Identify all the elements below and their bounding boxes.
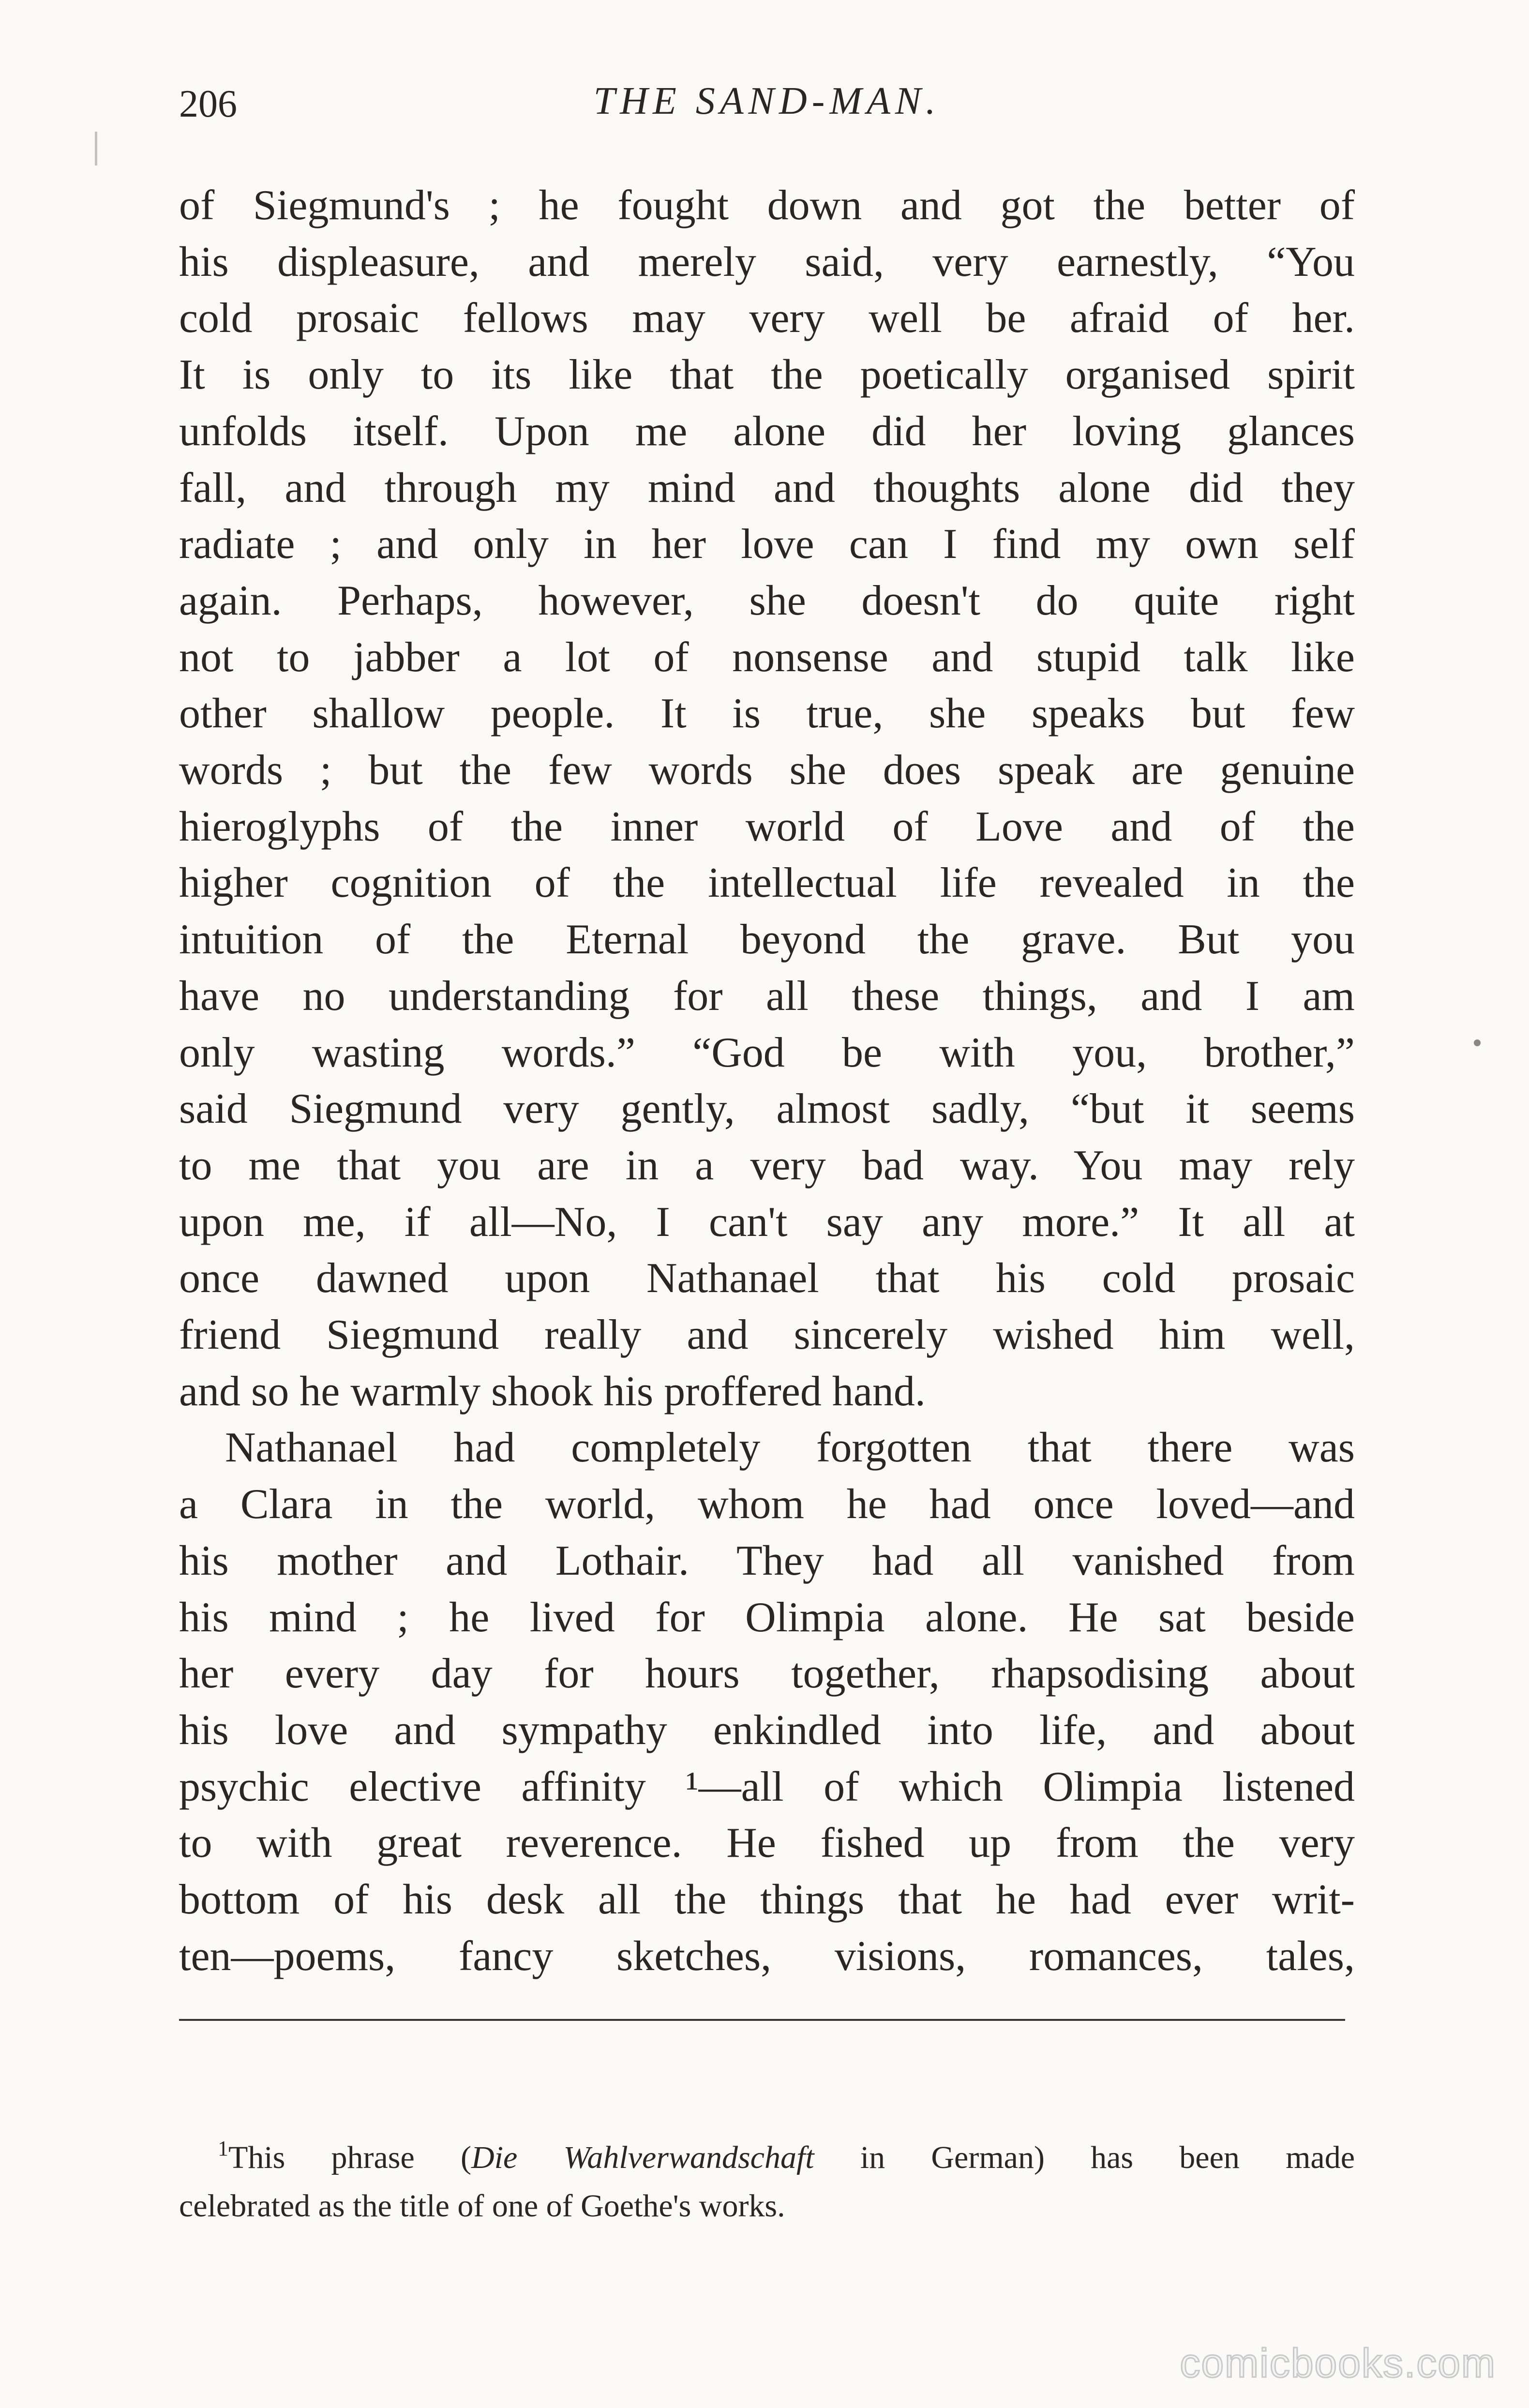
margin-dot bbox=[1474, 1039, 1481, 1046]
text-line: Nathanael had completely forgotten that there was bbox=[225, 1424, 1355, 1472]
footnote-title: Die Wahlverwandschaft bbox=[471, 2140, 814, 2175]
text-line: again. Perhaps, however, she doesn't do quite right bbox=[179, 577, 1355, 624]
text-line: other shallow people. It is true, she speaks but few bbox=[179, 690, 1355, 737]
text-line: It is only to its like that the poetically organised spirit bbox=[179, 351, 1355, 399]
text-line: have no understanding for all these things, and I am bbox=[179, 972, 1355, 1020]
footnote-line-1 bbox=[179, 2124, 1355, 2182]
text-line: not to jabber a lot of nonsense and stupid talk like bbox=[179, 633, 1355, 681]
text-line: once dawned upon Nathanael that his cold prosaic bbox=[179, 1255, 1355, 1302]
text-line: bottom of his desk all the things that he had ever writ- bbox=[179, 1876, 1355, 1924]
paragraph-2 bbox=[179, 1420, 1355, 1985]
footnote-text-after: in German) has been made bbox=[814, 2140, 1355, 2175]
text-line: intuition of the Eternal beyond the grave. But you bbox=[179, 916, 1355, 963]
text-line: higher cognition of the intellectual life revealed in the bbox=[179, 859, 1355, 907]
text-line: to with great reverence. He fished up from the very bbox=[179, 1820, 1355, 1867]
watermark: comicbooks.com bbox=[1180, 2340, 1496, 2386]
margin-mark bbox=[95, 132, 97, 166]
text-line: only wasting words.” “God be with you, brother,” bbox=[179, 1029, 1355, 1076]
text-line: words ; but the few words she does speak are genuine bbox=[179, 747, 1355, 794]
footnote-rule bbox=[179, 2019, 1345, 2021]
text-line: of Siegmund's ; he fought down and got the better of bbox=[179, 182, 1355, 229]
text-line: ten—poems, fancy sketches, visions, romances, tales, bbox=[179, 1932, 1355, 1980]
body-text bbox=[179, 178, 1355, 1985]
running-title: THE SAND-MAN. bbox=[593, 80, 941, 122]
page-number: 206 bbox=[179, 83, 237, 125]
text-line: fall, and through my mind and thoughts alone did they bbox=[179, 464, 1355, 512]
text-line: cold prosaic fellows may very well be afraid of her. bbox=[179, 295, 1355, 342]
book-page bbox=[179, 73, 1355, 2224]
footnote-text-before: This phrase ( bbox=[228, 2140, 471, 2175]
text-line: to me that you are in a very bad way. You may rely bbox=[179, 1142, 1355, 1189]
text-line: a Clara in the world, whom he had once loved—and bbox=[179, 1481, 1355, 1528]
footnote-line-2: celebrated as the title of one of Goethe's works. bbox=[179, 2188, 785, 2224]
text-line: and so he warmly shook his proffered hand. bbox=[179, 1368, 926, 1415]
text-line: his displeasure, and merely said, very earnestly, “You bbox=[179, 238, 1355, 286]
text-line: his love and sympathy enkindled into life, and about bbox=[179, 1706, 1355, 1754]
text-line: her every day for hours together, rhapsodising about bbox=[179, 1650, 1355, 1698]
text-line: his mother and Lothair. They had all vanished from bbox=[179, 1537, 1355, 1584]
footnote-marker: 1 bbox=[218, 2137, 228, 2160]
running-head bbox=[179, 73, 1355, 135]
footnote bbox=[179, 2124, 1355, 2230]
paragraph-1 bbox=[179, 178, 1355, 1420]
text-line: said Siegmund very gently, almost sadly, “but it seems bbox=[179, 1085, 1355, 1133]
text-line: upon me, if all—No, I can't say any more.” It all at bbox=[179, 1198, 1355, 1246]
text-line: his mind ; he lived for Olimpia alone. He sat beside bbox=[179, 1594, 1355, 1641]
text-line: hieroglyphs of the inner world of Love and of the bbox=[179, 803, 1355, 850]
text-line: friend Siegmund really and sincerely wished him well, bbox=[179, 1311, 1355, 1359]
text-line: psychic elective affinity ¹—all of which Olimpia listened bbox=[179, 1763, 1355, 1810]
text-line: radiate ; and only in her love can I find my own self bbox=[179, 521, 1355, 568]
text-line: unfolds itself. Upon me alone did her loving glances bbox=[179, 407, 1355, 455]
